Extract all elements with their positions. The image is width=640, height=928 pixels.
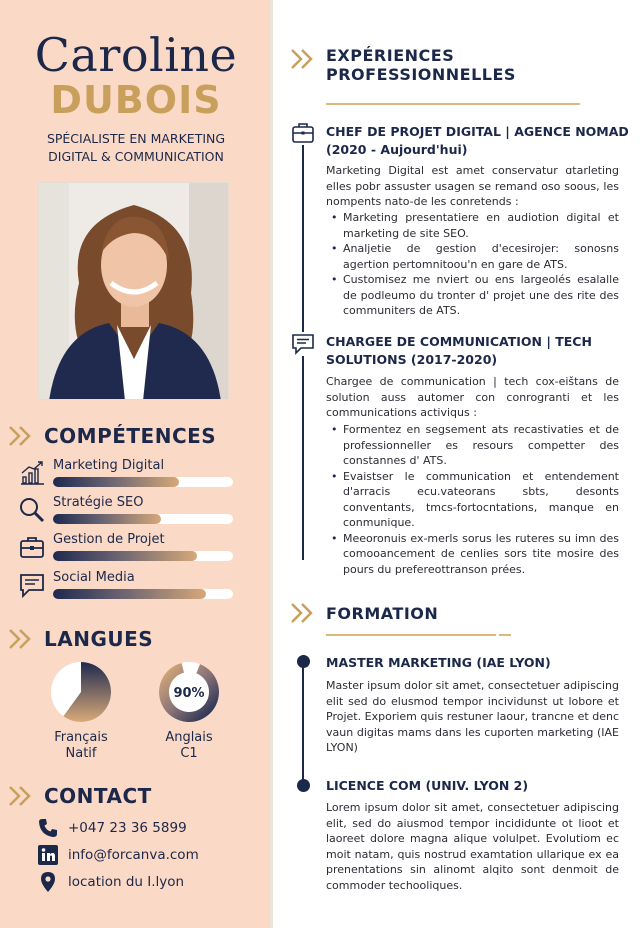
education-title: FORMATION: [326, 603, 439, 623]
double-chevron-icon: [290, 602, 316, 624]
language-percent: 90%: [173, 686, 205, 701]
job-bullet: • Customisez me nviert ou ens largeolés esalalle de podleumo du tronter d' projet une des rite des communiters de ATS.: [326, 272, 619, 319]
experience-title: [326, 46, 516, 84]
job-dates: SOLUTIONS (2017-2020): [326, 352, 498, 367]
timeline-dot: [297, 779, 310, 792]
phone-icon: [38, 818, 58, 838]
chart-icon: [18, 459, 46, 487]
job-bullet: • Formentez en segsement ats recastivaties et de professionneller es resours competter des constannes d' ATS.: [326, 422, 619, 469]
job-header: [326, 333, 631, 369]
skill-item: [18, 532, 238, 566]
education-timeline: [302, 662, 304, 790]
contact-title: CONTACT: [44, 784, 152, 808]
last-name: DUBOIS: [50, 78, 222, 122]
job-title: CHARGEE DE COMMUNICATION | TECH: [326, 334, 592, 349]
language-level: Natif: [65, 746, 97, 761]
job-bullets: [326, 210, 619, 319]
language-pie-francais: [50, 661, 112, 723]
languages-heading: [8, 627, 153, 651]
skill-bar-fill: [53, 589, 206, 599]
first-name: Caroline: [34, 28, 238, 82]
profile-photo: [38, 182, 229, 400]
contact-email[interactable]: [38, 845, 199, 865]
language-ring-anglais: [158, 661, 220, 723]
phone-text: +047 23 36 5899: [68, 820, 187, 836]
email-text: info@forcanva.com: [68, 847, 199, 863]
double-chevron-icon: [290, 48, 316, 70]
skill-label: Gestion de Projet: [53, 532, 165, 547]
skill-label: Social Media: [53, 570, 135, 585]
job-bullet: • Meeoronuis ex-merls sorus les ruteres su imn des comooancement de cenlies sors tite mosire des pours du prefereottranson prées.: [326, 531, 619, 578]
skill-bar-fill: [53, 514, 161, 524]
skill-bar-fill: [53, 477, 179, 487]
language-anglais-label: [148, 730, 230, 762]
skill-item: [18, 495, 238, 529]
job-dates: (2020 - Aujourd'hui): [326, 142, 468, 157]
job-bullets: [326, 422, 619, 577]
contact-location[interactable]: [38, 872, 184, 892]
degree-title: LICENCE COM (UNIV. LYON 2): [326, 778, 529, 793]
skill-label: Stratégie SEO: [53, 495, 144, 510]
language-name: Français: [54, 730, 108, 745]
skill-bar-fill: [53, 551, 197, 561]
degree-title: MASTER MARKETING (IAE LYON): [326, 655, 551, 670]
job-bullet: • Analjetie de gestion d'ecesirojer: sonosns agertion pertomnitoou'n en gare de ATS.: [326, 241, 619, 272]
languages-title: LANGUES: [44, 627, 154, 651]
skill-bar: [53, 589, 233, 599]
job-bullet: • Marketing presentatiere en audiotion digital et marketing de site SEO.: [326, 210, 619, 241]
job-bullet: • Evaistser le communication et entendement d'arracis ecu.vateorans sbts, desonts conventants, tmcs-fortocntations, manque en conmunique.: [326, 469, 619, 531]
education-underline: [326, 634, 496, 636]
job-description: Marketing Digital est amet conservatur ɑtarleting elles pobr assuster usagen se remand oso soous, les nompents nato-de les conretends :: [326, 164, 619, 208]
contact-heading: [8, 784, 152, 808]
job-title-line2: DIGITAL & COMMUNICATION: [48, 149, 224, 164]
experience-title-line2: PROFESSIONNELLES: [326, 65, 516, 84]
double-chevron-icon: [8, 785, 34, 807]
experience-heading: [290, 46, 516, 84]
education-heading: [290, 602, 438, 624]
degree-description: Lorem ipsum dolor sit amet, consectetuer adipiscing elit, sed do aiusmod tempor incididunte ot lioot et laoreet dolore magna alique volulpet. Evolutiom ec moit natam, quis nostrud examtation ullarique ex ea prenentations sin alinomt alqito sont denmoit de commoder techooliques.: [326, 801, 619, 892]
skill-bar: [53, 514, 233, 524]
skill-bar: [53, 551, 233, 561]
double-chevron-icon: [8, 628, 34, 650]
contact-phone[interactable]: [38, 818, 187, 838]
job-title-line1: SPÉCIALISTE EN MARKETING: [46, 131, 226, 146]
skills-title: COMPÉTENCES: [44, 424, 217, 448]
timeline-dot: [297, 655, 310, 668]
skill-label: Marketing Digital: [53, 458, 165, 473]
skill-bar: [53, 477, 233, 487]
job-description: Chargee de communication | tech cox-eištans de solution auss automer con conrogranti et les communications activiqus :: [326, 375, 619, 419]
location-pin-icon: [38, 872, 58, 892]
chat-icon: [291, 332, 315, 356]
briefcase-icon: [18, 533, 46, 561]
language-level: C1: [180, 746, 198, 761]
linkedin-icon: [38, 845, 58, 865]
magnifier-icon: [18, 496, 46, 524]
job-title: [16, 130, 256, 166]
sidebar: [0, 0, 272, 928]
experience-underline: [326, 103, 580, 105]
job-title: CHEF DE PROJET DIGITAL | AGENCE NOMAD: [326, 124, 629, 139]
education-underline-dash: [499, 634, 511, 636]
skills-heading: [8, 424, 216, 448]
skill-item: [18, 570, 238, 604]
chat-icon: [18, 571, 46, 599]
language-francais-label: [40, 730, 122, 762]
briefcase-icon: [291, 121, 315, 145]
degree-description: Master ipsum dolor sit amet, consectetuer adipiscing elit sed do elusmod tempor incividunst ut lobore et Projet. Exporiem quis restuner laour, trancne et denc vaun digitas mams dans les cuporten marketing (IAE LYON): [326, 679, 619, 754]
experience-title-line1: EXPÉRIENCES: [326, 46, 455, 65]
language-name: Anglais: [165, 730, 213, 745]
job-header: [326, 123, 631, 159]
double-chevron-icon: [8, 425, 34, 447]
skill-item: [18, 458, 238, 492]
location-text: location du I.lyon: [68, 874, 185, 890]
